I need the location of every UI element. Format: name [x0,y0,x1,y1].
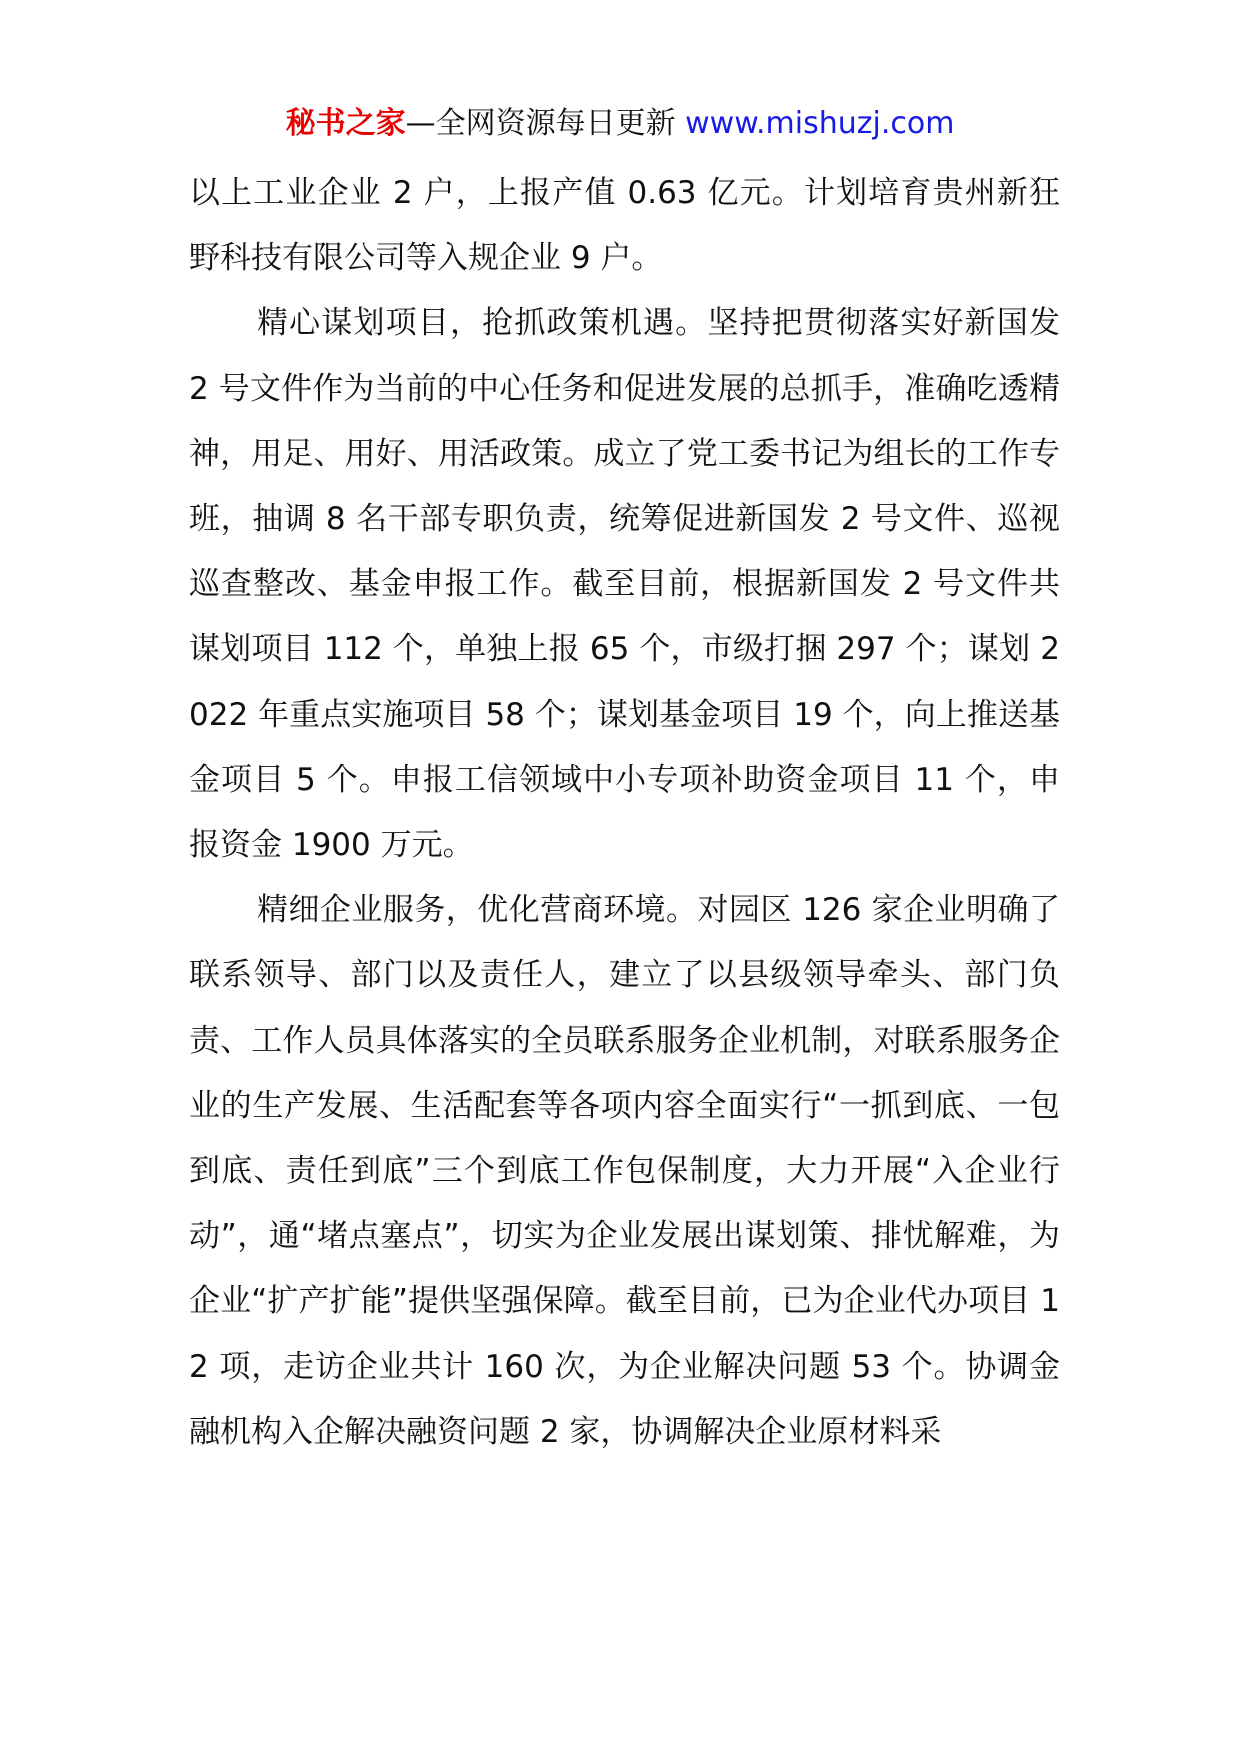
paragraph-project-planning: 精心谋划项目，抢抓政策机遇。坚持把贯彻落实好新国发 2 号文件作为当前的中心任务和促进发展的总抓手，准确吃透精神，用足、用好、用活政策。成立了党工委书记为组长的工作专班，抽调 8 名干部专职负责，统筹促进新国发 2 号文件、巡视巡查整改、基金申报工作。截至目前，根据新国发 2 号文件共谋划项目 112 个，单独上报 65 个，市级打捆 297 个；谋划 2022 年重点实施项目 58 个；谋划基金项目 19 个，向上推送基金项目 5 个。申报工信领域中小专项补助资金项目 11 个，申报资金 1900 万元。 [189,305,1060,864]
brand-name: 秘书之家 [285,106,406,141]
paragraph-enterprise-service: 精细企业服务，优化营商环境。对园区 126 家企业明确了联系领导、部门以及责任人，建立了以县级领导牵头、部门负责、工作人员具体落实的全员联系服务企业机制，对联系服务企业的生产发展、生活配套等各项内容全面实行“一抓到底、一包到底、责任到底”三个到底工作包保制度，大力开展“入企业行动”，通“堵点塞点”，切实为企业发展出谋划策、排忧解难，为企业“扩产扩能”提供坚强保障。截至目前，已为企业代办项目 12 项，走访企业共计 160 次，为企业解决问题 53 个。协调金融机构入企解决融资问题 2 家，协调解决企业原材料采 [189,892,1060,1450]
document-body [189,161,1060,1465]
site-url-link[interactable]: www.mishuzj.com [685,106,955,141]
paragraph-continued: 以上工业企业 2 户，上报产值 0.63 亿元。计划培育贵州新狂野科技有限公司等入规企业 9 户。 [189,175,1060,277]
site-header [0,102,1240,146]
header-tagline: —全网资源每日更新 [405,106,676,141]
